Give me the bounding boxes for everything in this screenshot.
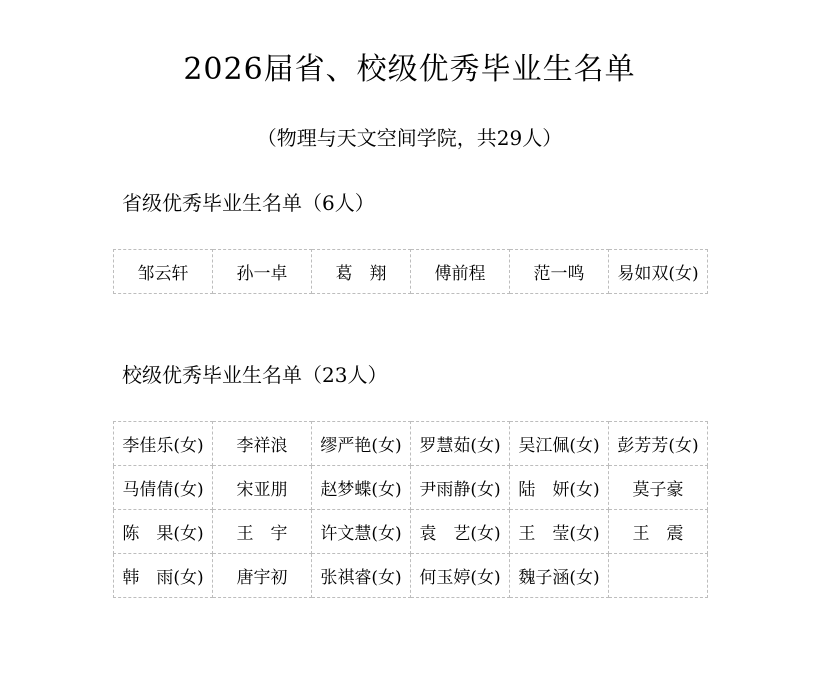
provincial-name-table	[113, 249, 708, 294]
name-cell: 王 莹(女)	[510, 510, 609, 554]
name-cell: 彭芳芳(女)	[609, 422, 708, 466]
table-row	[114, 510, 708, 554]
document-subtitle: （物理与天文空间学院，共29人）	[256, 126, 563, 150]
name-cell: 许文慧(女)	[312, 510, 411, 554]
name-cell: 陆 妍(女)	[510, 466, 609, 510]
provincial-list-heading: 省级优秀毕业生名单（6人）	[122, 191, 375, 215]
name-cell: 莫子豪	[609, 466, 708, 510]
name-cell: 葛 翔	[312, 250, 411, 294]
name-cell: 魏子涵(女)	[510, 554, 609, 598]
name-cell: 傅前程	[411, 250, 510, 294]
name-cell: 范一鸣	[510, 250, 609, 294]
document-title: 2026届省、校级优秀毕业生名单	[183, 52, 636, 87]
name-cell: 王 震	[609, 510, 708, 554]
name-cell: 马倩倩(女)	[114, 466, 213, 510]
empty-cell	[609, 554, 708, 598]
table-row	[114, 250, 708, 294]
name-cell: 邹云轩	[114, 250, 213, 294]
name-cell: 赵梦蝶(女)	[312, 466, 411, 510]
name-cell: 缪严艳(女)	[312, 422, 411, 466]
table-row	[114, 554, 708, 598]
name-cell: 唐宇初	[213, 554, 312, 598]
name-cell: 陈 果(女)	[114, 510, 213, 554]
name-cell: 何玉婷(女)	[411, 554, 510, 598]
name-cell: 吴江佩(女)	[510, 422, 609, 466]
name-cell: 张祺睿(女)	[312, 554, 411, 598]
name-cell: 宋亚朋	[213, 466, 312, 510]
name-cell: 李佳乐(女)	[114, 422, 213, 466]
name-cell: 孙一卓	[213, 250, 312, 294]
name-cell: 韩 雨(女)	[114, 554, 213, 598]
name-cell: 易如双(女)	[609, 250, 708, 294]
name-cell: 李祥浪	[213, 422, 312, 466]
school-name-table	[113, 421, 708, 598]
table-row	[114, 466, 708, 510]
name-cell: 罗慧茹(女)	[411, 422, 510, 466]
name-cell: 尹雨静(女)	[411, 466, 510, 510]
school-list-heading: 校级优秀毕业生名单（23人）	[122, 363, 388, 387]
table-row	[114, 422, 708, 466]
name-cell: 王 宇	[213, 510, 312, 554]
name-cell: 袁 艺(女)	[411, 510, 510, 554]
